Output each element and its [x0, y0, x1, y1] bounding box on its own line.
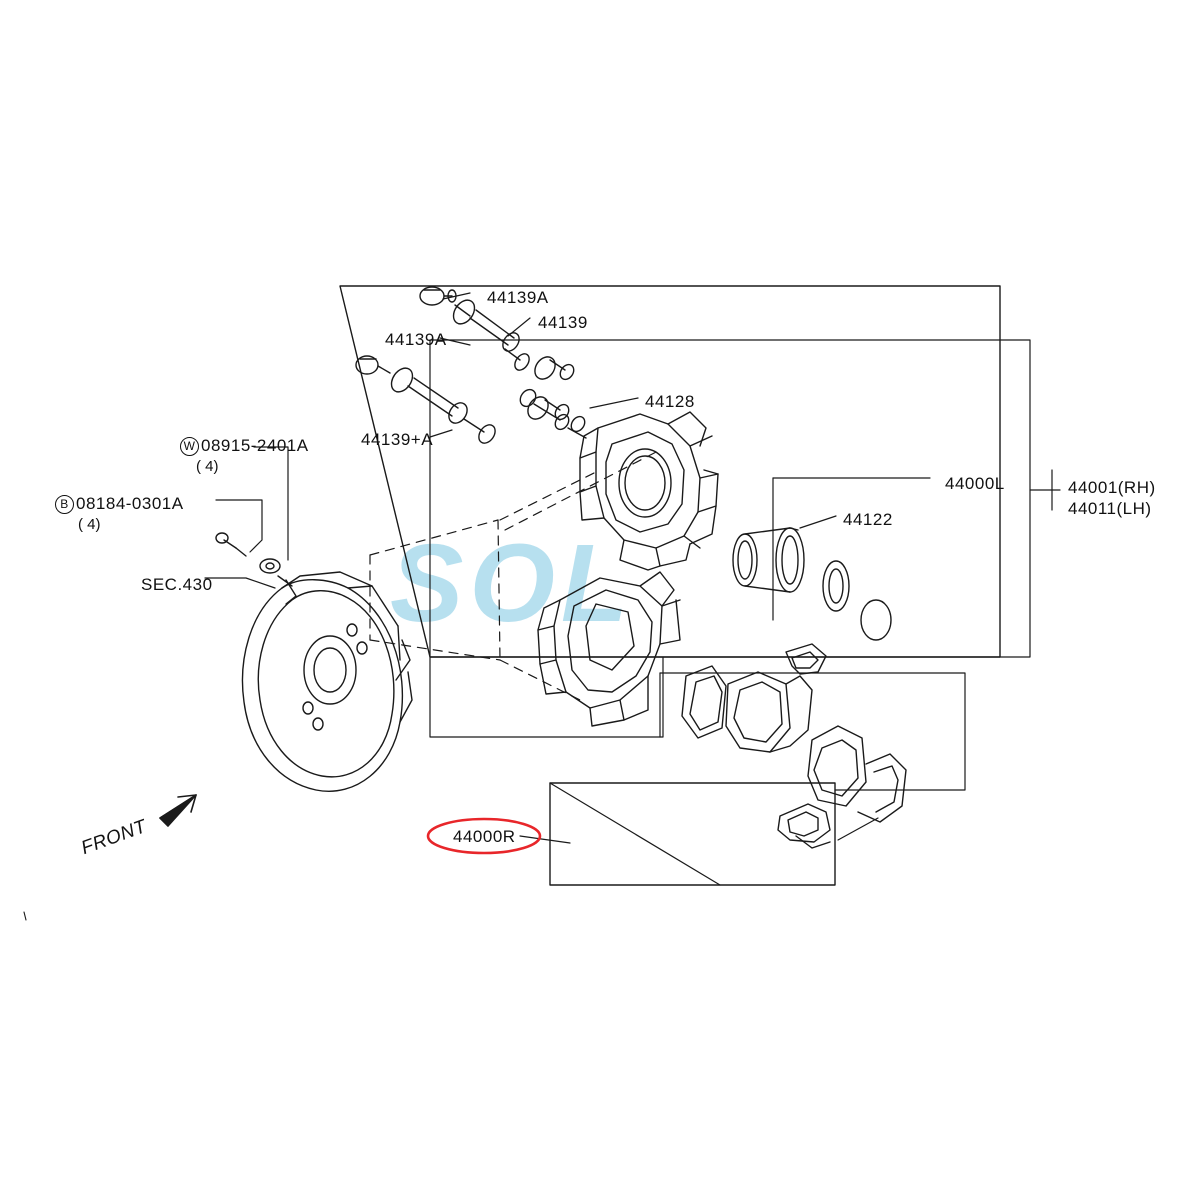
front-arrow-label: FRONT — [78, 816, 150, 860]
circle-b-icon: B — [55, 495, 74, 514]
front-direction-arrow — [160, 795, 196, 826]
part-label-44000r: 44000R — [453, 827, 516, 846]
section-reference-label: SEC.430 — [141, 575, 213, 594]
part-label-44139a-lower: 44139A — [385, 330, 447, 349]
part-label-44139a-top: 44139A — [487, 288, 549, 307]
part-label-44139: 44139 — [538, 313, 588, 332]
hardware-label-08184 — [55, 494, 184, 514]
part-label-44128: 44128 — [645, 392, 695, 411]
caliper-body — [580, 412, 718, 570]
pad-clips — [778, 644, 830, 848]
hardware-label-08915 — [180, 436, 309, 456]
hardware-qty-08915: ( 4) — [196, 458, 219, 475]
hardware-qty-08184: ( 4) — [78, 516, 101, 533]
group-box-pads-lower — [550, 783, 835, 885]
part-label-44000l: 44000L — [945, 474, 1005, 493]
brake-splash-shield — [243, 572, 412, 791]
watermark-sol: SOL — [390, 522, 635, 645]
brake-pads — [682, 666, 906, 822]
part-label-44001-rh: 44001(RH) — [1068, 478, 1156, 497]
bolt-44139a-top — [420, 287, 456, 305]
circle-w-icon: W — [180, 437, 199, 456]
caliper-bracket — [538, 572, 680, 726]
part-label-44122: 44122 — [843, 510, 893, 529]
part-label-44139-plus-a: 44139+A — [361, 430, 434, 449]
part-label-44011-lh: 44011(LH) — [1068, 499, 1152, 518]
shield-bolt-and-washer — [216, 533, 296, 604]
hardware-number-08184: 08184-0301A — [76, 494, 184, 513]
group-box-inner — [430, 340, 1030, 657]
piston-and-seals — [733, 528, 891, 640]
hardware-number-08915: 08915-2401A — [201, 436, 309, 455]
